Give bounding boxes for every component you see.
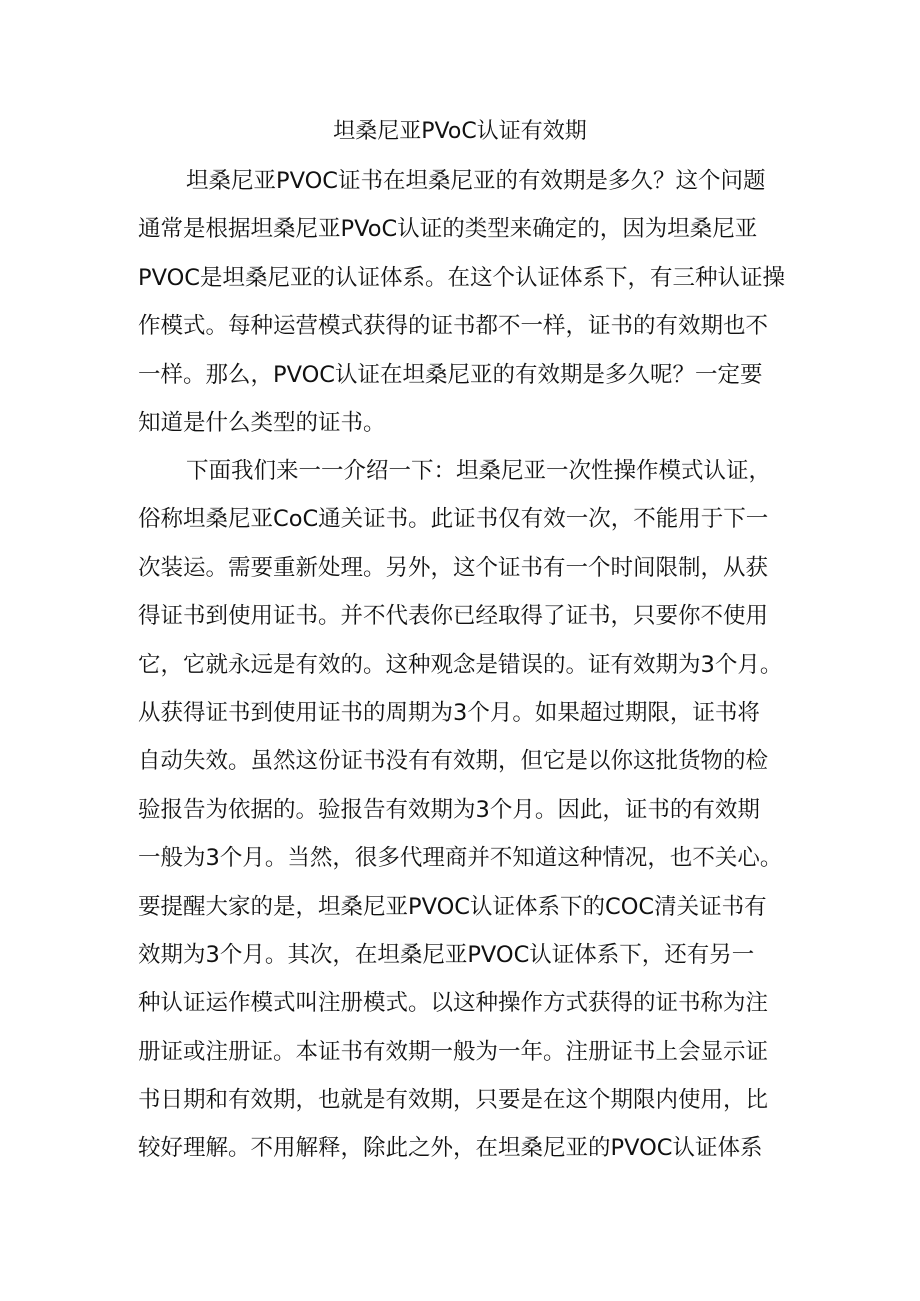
paragraph-line: 一样。那么，PVOC认证在坦桑尼亚的有效期是多久呢？一定要 bbox=[138, 361, 763, 388]
paragraph-line: 俗称坦桑尼亚CoC通关证书。此证书仅有效一次，不能用于下一 bbox=[138, 506, 769, 533]
paragraph-line: PVOC是坦桑尼亚的认证体系。在这个认证体系下，有三种认证操 bbox=[138, 264, 785, 291]
paragraph-line: 自动失效。虽然这份证书没有有效期，但它是以你这批货物的检 bbox=[138, 748, 769, 775]
paragraph-line: 次装运。需要重新处理。另外，这个证书有一个时间限制，从获 bbox=[138, 554, 769, 581]
paragraph-line: 作模式。每种运营模式获得的证书都不一样，证书的有效期也不 bbox=[138, 313, 769, 340]
paragraph-1 bbox=[138, 157, 788, 447]
paragraph-line: 书日期和有效期，也就是有效期，只要是在这个期限内使用，比 bbox=[138, 1087, 769, 1114]
document-title: 坦桑尼亚PVoC认证有效期 bbox=[333, 119, 587, 144]
paragraph-line: 它，它就永远是有效的。这种观念是错误的。证有效期为3个月。 bbox=[138, 651, 783, 678]
paragraph-line: 种认证运作模式叫注册模式。以这种操作方式获得的证书称为注 bbox=[138, 990, 769, 1017]
paragraph-line: 效期为3个月。其次，在坦桑尼亚PVOC认证体系下，还有另一 bbox=[138, 941, 755, 968]
paragraph-line: 较好理解。不用解释，除此之外，在坦桑尼亚的PVOC认证体系 bbox=[138, 1135, 763, 1162]
paragraph-line: 通常是根据坦桑尼亚PVoC认证的类型来确定的，因为坦桑尼亚 bbox=[138, 216, 758, 243]
paragraph-line: 从获得证书到使用证书的周期为3个月。如果超过期限，证书将 bbox=[138, 699, 760, 726]
paragraph-line: 下面我们来一一介绍一下：坦桑尼亚一次性操作模式认证， bbox=[186, 458, 772, 484]
paragraph-line: 知道是什么类型的证书。 bbox=[138, 409, 386, 436]
paragraph-line: 验报告为依据的。验报告有效期为3个月。因此，证书的有效期 bbox=[138, 796, 760, 823]
paragraph-line: 得证书到使用证书。并不代表你已经取得了证书，只要你不使用 bbox=[138, 603, 769, 630]
paragraph-line: 坦桑尼亚PVOC证书在坦桑尼亚的有效期是多久？这个问题 bbox=[186, 168, 766, 194]
paragraph-line: 册证或注册证。本证书有效期一般为一年。注册证书上会显示证 bbox=[138, 1038, 769, 1065]
paragraph-line: 要提醒大家的是，坦桑尼亚PVOC认证体系下的COC清关证书有 bbox=[138, 893, 767, 920]
paragraph-line: 一般为3个月。当然，很多代理商并不知道这种情况，也不关心。 bbox=[138, 845, 783, 872]
paragraph-2 bbox=[138, 447, 788, 1173]
